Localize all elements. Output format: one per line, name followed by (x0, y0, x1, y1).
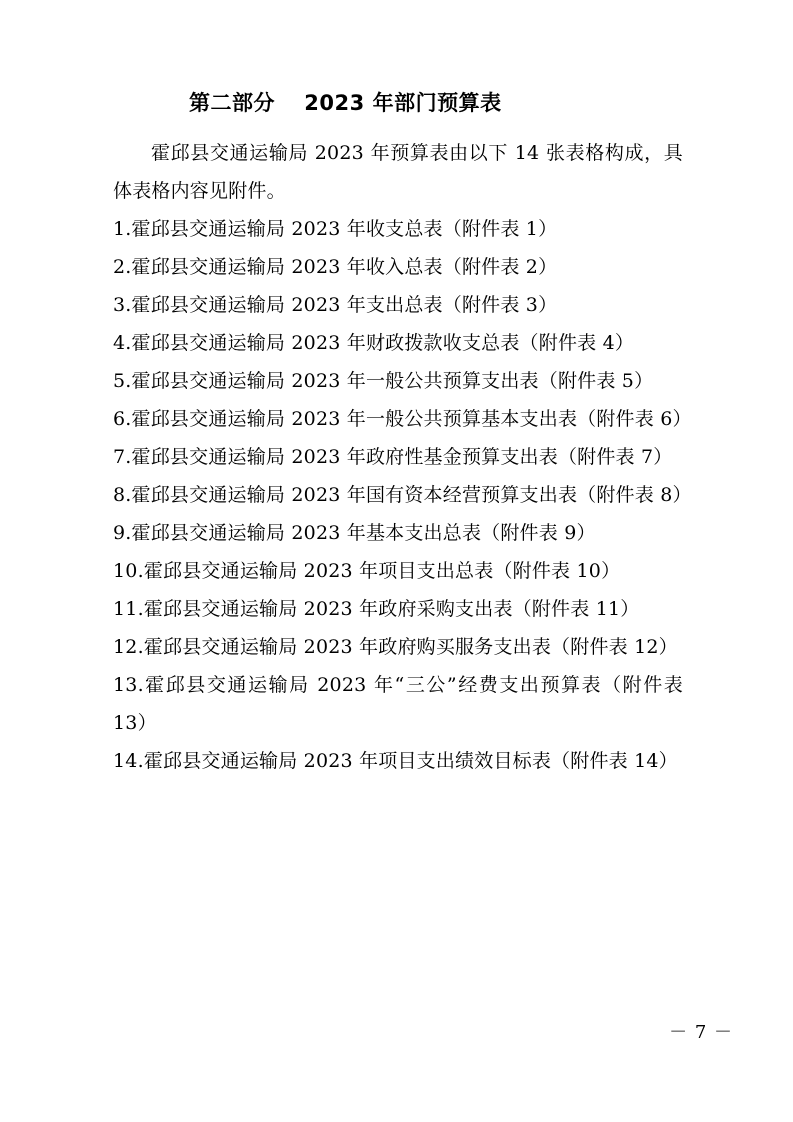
list-item: 10.霍邱县交通运输局 2023 年项目支出总表（附件表 10） (113, 560, 621, 582)
document-body (113, 86, 692, 780)
list-item: 7.霍邱县交通运输局 2023 年政府性基金预算支出表（附件表 7） (113, 446, 673, 468)
list-item: 3.霍邱县交通运输局 2023 年支出总表（附件表 3） (113, 294, 558, 316)
list-item: 11.霍邱县交通运输局 2023 年政府采购支出表（附件表 11） (113, 598, 640, 620)
page-title: 第二部分 2023 年部门预算表 (189, 91, 502, 115)
list-item: 13.霍邱县交通运输局 2023 年“三公”经费支出预算表（附件表 13） (113, 674, 683, 734)
list-item: 14.霍邱县交通运输局 2023 年项目支出绩效目标表（附件表 14） (113, 750, 678, 772)
list-item: 8.霍邱县交通运输局 2023 年国有资本经营预算支出表（附件表 8） (113, 484, 692, 506)
list-item: 2.霍邱县交通运输局 2023 年收入总表（附件表 2） (113, 256, 558, 278)
list-item: 5.霍邱县交通运输局 2023 年一般公共预算支出表（附件表 5） (113, 370, 654, 392)
list-item: 9.霍邱县交通运输局 2023 年基本支出总表（附件表 9） (113, 522, 596, 544)
intro-paragraph: 霍邱县交通运输局 2023 年预算表由以下 14 张表格构成，具体表格内容见附件。 (113, 142, 683, 202)
list-item: 1.霍邱县交通运输局 2023 年收支总表（附件表 1） (113, 218, 558, 240)
list-item: 12.霍邱县交通运输局 2023 年政府购买服务支出表（附件表 12） (113, 636, 678, 658)
list-item: 4.霍邱县交通运输局 2023 年财政拨款收支总表（附件表 4） (113, 332, 635, 354)
list-item: 6.霍邱县交通运输局 2023 年一般公共预算基本支出表（附件表 6） (113, 408, 692, 430)
page-number: － 7 － (669, 1022, 733, 1043)
